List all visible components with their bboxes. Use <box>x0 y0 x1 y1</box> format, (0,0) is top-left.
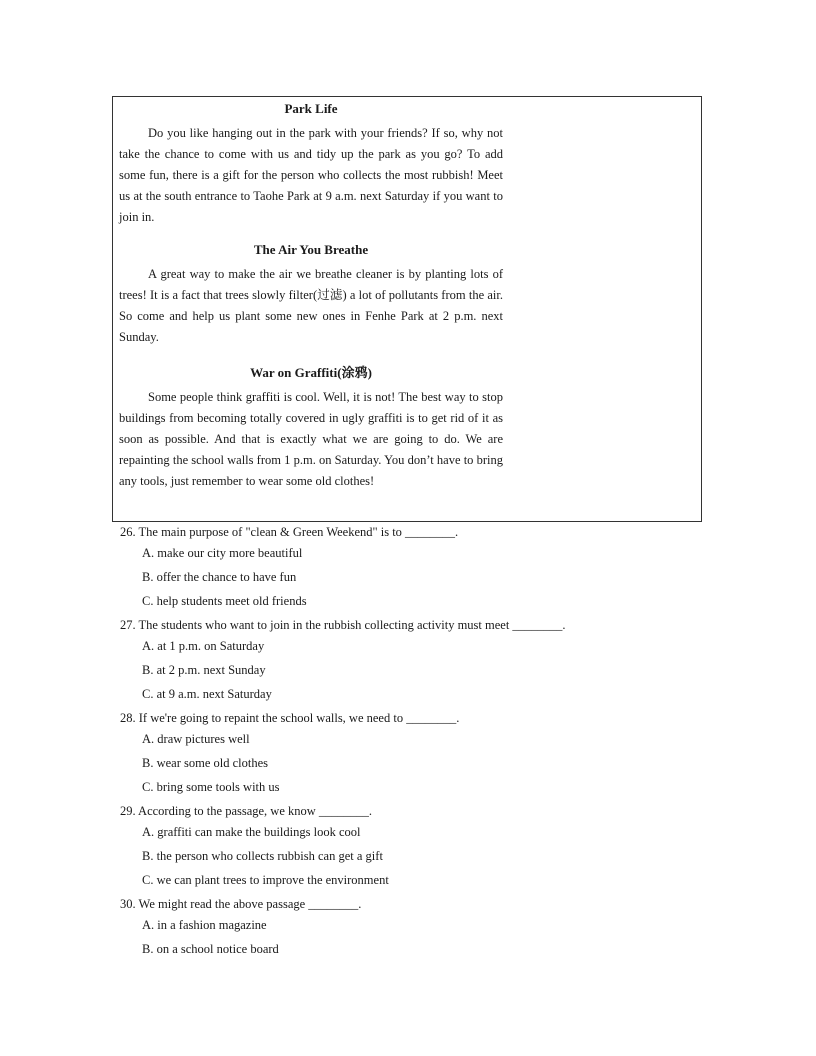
passage-title: War on Graffiti(涂鸦) <box>250 365 372 380</box>
option-a[interactable]: A. at 1 p.m. on Saturday <box>142 639 265 653</box>
passage-park-life <box>119 101 503 228</box>
question-stem: 27. The students who want to join in the rubbish collecting activity must meet ________. <box>120 618 566 632</box>
passage-body: A great way to make the air we breathe cleaner is by planting lots of trees! It is a fact that trees slowly filter(过滤) a lot of pollutants from the air. So come and help us plant some new ones in Fenhe Park at 2 p.m. next Sunday. <box>119 267 503 344</box>
option-a[interactable]: A. in a fashion magazine <box>142 918 267 932</box>
question-list <box>120 523 720 958</box>
option-list <box>120 544 720 610</box>
question-stem: 29. According to the passage, we know ________. <box>120 804 373 818</box>
option-b[interactable]: B. on a school notice board <box>142 942 279 956</box>
option-a[interactable]: A. draw pictures well <box>142 732 250 746</box>
question-stem: 26. The main purpose of "clean & Green Weekend" is to ________. <box>120 525 459 539</box>
option-a[interactable]: A. make our city more beautiful <box>142 546 303 560</box>
question-28 <box>120 709 720 796</box>
option-c[interactable]: C. we can plant trees to improve the environment <box>142 873 389 887</box>
option-b[interactable]: B. the person who collects rubbish can get a gift <box>142 849 383 863</box>
option-c[interactable]: C. at 9 a.m. next Saturday <box>142 687 272 701</box>
question-stem: 30. We might read the above passage ________. <box>120 897 362 911</box>
passage-title: Park Life <box>284 101 338 116</box>
option-b[interactable]: B. at 2 p.m. next Sunday <box>142 663 266 677</box>
option-a[interactable]: A. graffiti can make the buildings look cool <box>142 825 361 839</box>
question-29 <box>120 802 720 889</box>
option-b[interactable]: B. offer the chance to have fun <box>142 570 297 584</box>
option-list <box>120 823 720 889</box>
passage-box <box>112 96 702 522</box>
option-list <box>120 916 720 958</box>
option-list <box>120 730 720 796</box>
passage-body: Do you like hanging out in the park with your friends? If so, why not take the chance to come with us and tidy up the park as you go? To add some fun, there is a gift for the person who collects the most rubbish! Meet us at the south entrance to Taohe Park at 9 a.m. next Saturday if you want to join in. <box>119 126 503 224</box>
passage-title: The Air You Breathe <box>253 242 369 257</box>
question-stem: 28. If we're going to repaint the school walls, we need to ________. <box>120 711 460 725</box>
passage-war-on-graffiti <box>119 365 503 492</box>
question-27 <box>120 616 720 703</box>
question-26 <box>120 523 720 610</box>
passage-air-you-breathe <box>119 242 503 348</box>
option-c[interactable]: C. help students meet old friends <box>142 594 307 608</box>
option-b[interactable]: B. wear some old clothes <box>142 756 269 770</box>
passage-body: Some people think graffiti is cool. Well, it is not! The best way to stop buildings from becoming totally covered in ugly graffiti is to get rid of it as soon as possible. And that is exactly what we are going to do. We are repainting the school walls from 1 p.m. on Saturday. You don’t have to bring any tools, just remember to wear some old clothes! <box>119 390 503 488</box>
option-c[interactable]: C. bring some tools with us <box>142 780 280 794</box>
question-30 <box>120 895 720 958</box>
option-list <box>120 637 720 703</box>
